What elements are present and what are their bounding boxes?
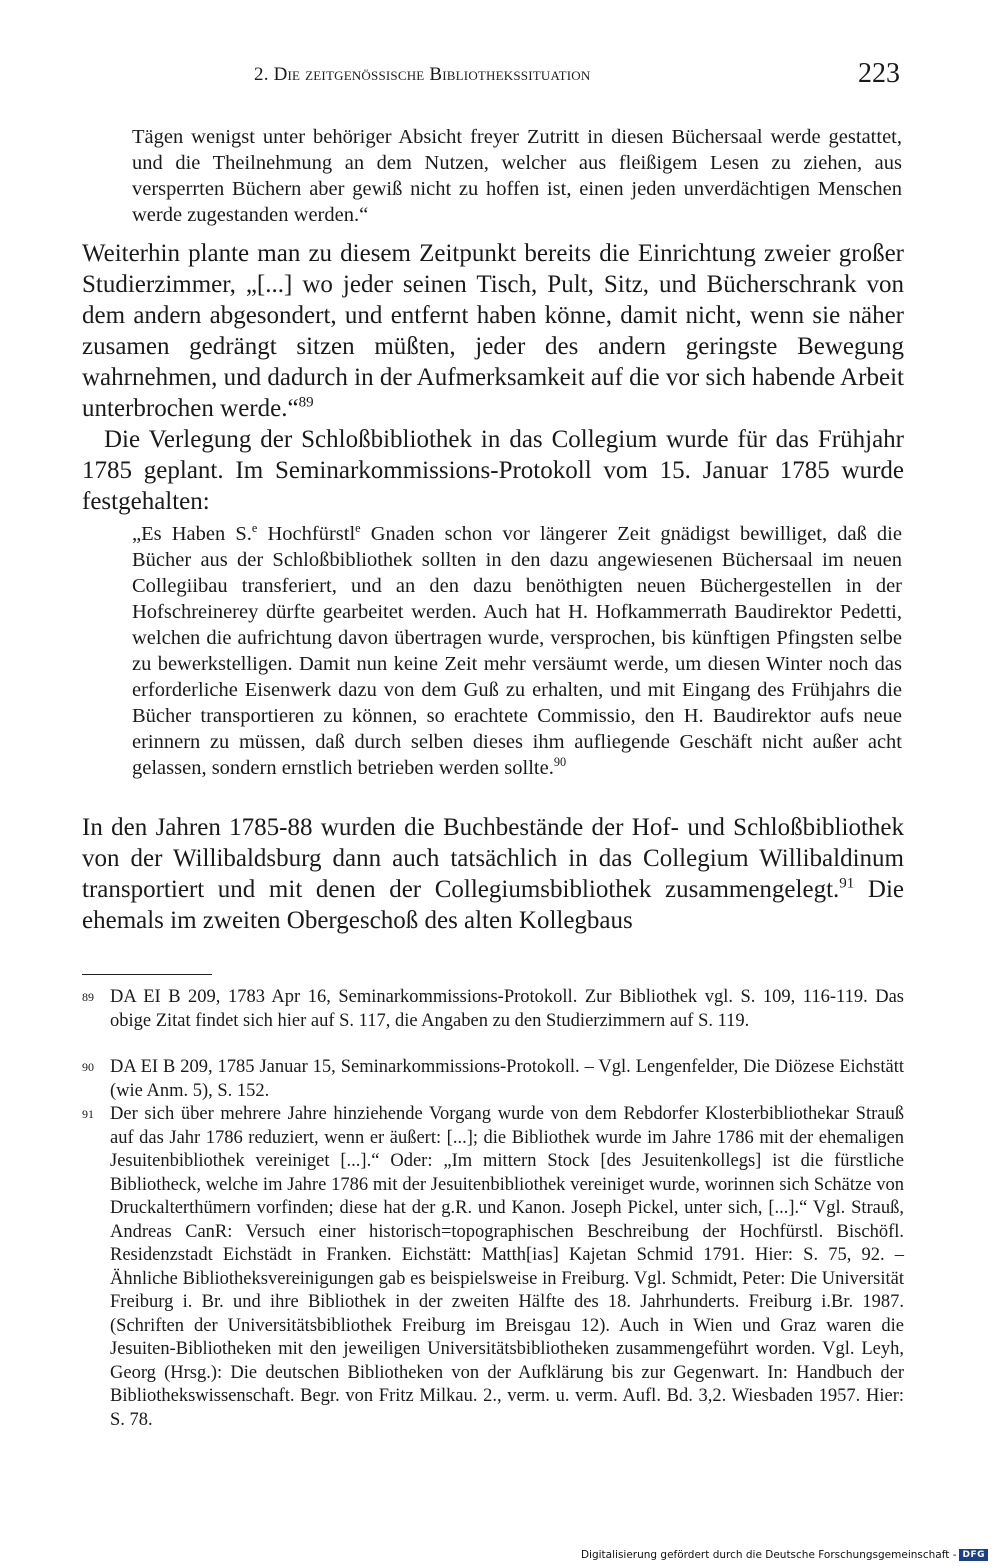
footnote-number: 90: [82, 1060, 94, 1074]
running-header: [82, 56, 904, 96]
dfg-logo: DFG: [959, 1549, 988, 1561]
paragraph-3-text: In den Jahren 1785-88 wurden die Buchbestände der Hof- und Schloßbibliothek von der Willibaldsburg dann auch tatsächlich in das Collegium Willibaldinum transportiert und mit denen der Collegiumsbibliothek zusammengelegt.: [82, 814, 904, 903]
block-quote-1: Tägen wenigst unter behöriger Absicht freyer Zutritt in diesen Büchersaal werde gestattet, und die Theilnehmung an dem Nutzen, welcher aus fleißigem Lesen zu ziehen, aus versperrten Büchern aber gewiß nicht zu hoffen ist, einen jeden unverdächtigen Menschen werde zugestanden werden.“: [132, 126, 902, 226]
paragraph-3-tail: Die ehemals im zweiten Obergeschoß des alten Kollegbaus: [82, 876, 904, 934]
page-number: 223: [858, 58, 900, 89]
chapter-title: Die zeitgenössische Bibliothekssituation: [273, 64, 591, 85]
quote-2-text-c: Gnaden schon vor längerer Zeit gnädigst bewilliget, daß die Bücher aus der Schloßbibliothek sollten in den dazu angewiesenen Büchersaal im neuen Collegiibau transferiert, und an den dazu benöthigten neuen Büchergestellen in der Hofschreinerey dürfte gearbeitet werden. Auch hat H. Hofkammerrath Baudirektor Pedetti, welchen die aufrichtung davon übertragen wurde, versprochen, bis künftigen Pfingsten selbe zu bewerkstelligen. Damit nun keine Zeit mehr versäumt werde, um diesen Winter noch das erforderliche Eisenwerk dazu von dem Guß zu erhalten, und mit Eingang des Frühjahrs die Bücher transportieren zu können, so erachtete Commissio, den H. Baudirektor aufs neue erinnern zu müssen, daß durch selben dieses ihm aufliegende Geschäft nicht außer acht gelassen, sondern ernstlich betrieben werden sollte.: [132, 523, 902, 779]
footer-text: Digitalisierung gefördert durch die Deutsche Forschungsgemeinschaft -: [580, 1549, 957, 1561]
quote-2-text-a: „Es Haben S.: [132, 523, 252, 545]
running-title: [254, 64, 590, 86]
footnote-ref-90[interactable]: 90: [553, 755, 567, 770]
block-quote-2: [132, 521, 902, 781]
paragraph-3: [82, 812, 904, 936]
footnote-text: DA EI B 209, 1783 Apr 16, Seminarkommissions-Protokoll. Zur Bibliothek vgl. S. 109, 116-119. Das obige Zitat findet sich hier auf S. 117, die Angaben zu den Studierzimmern auf S. 119.: [110, 987, 904, 1031]
superscript-e: e: [355, 521, 361, 536]
footnote-number: 91: [82, 1107, 94, 1121]
digitization-footer: [581, 1549, 988, 1561]
footnote-text: Der sich über mehrere Jahre hinziehende Vorgang wurde von dem Rebdorfer Klosterbibliothekar Strauß auf das Jahr 1786 reduziert, wenn er äußert: [...]; die Bibliothek wurde im Jahre 1786 mit der ehemaligen Jesuitenbibliothek vereiniget [...].“ Oder: „Im mittern Stock [des Jesuitenkollegs] ist die fürstliche Bibliotheck, welche im Jahre 1786 mit der Jesuitenbibliothek vereiniget wurde, worinnen sich Schätze von Druckalterthümern vorfinden; diese hat der g.R. und Kanon. Joseph Pickel, unter sich, [...].“ Vgl. Strauß, Andreas CanR: Versuch einer historisch=topographischen Beschreibung der Hochfürstl. Bischöfl. Residenzstadt Eichstädt in Franken. Eichstätt: Matth[ias] Kajetan Schmid 1791. Hier: S. 75, 92. – Ähnliche Bibliotheksvereinigungen gab es beispielsweise in Freiburg. Vgl. Schmidt, Peter: Die Universität Freiburg i. Br. und ihre Bibliothek in der zweiten Hälfte des 18. Jahrhunderts. Freiburg i.Br. 1987. (Schriften der Universitätsbibliothek Freiburg im Breisgau 12). Auch in Wien und Graz waren die Jesuiten-Bibliotheken mit den jeweiligen Universitätsbibliotheken zusammengeführt worden. Vgl. Leyh, Georg (Hrsg.): Die deutschen Bibliotheken von der Aufklärung bis zur Gegenwart. In: Handbuch der Bibliothekswissenschaft. Begr. von Fritz Milkau. 2., verm. u. verm. Aufl. Bd. 3,2. Wiesbaden 1957. Hier: S. 78.: [110, 1104, 904, 1430]
quote-2-text-b: Hochfürstl: [257, 523, 356, 545]
superscript-e: e: [251, 521, 258, 536]
paragraph-2: Die Verlegung der Schloßbibliothek in das Collegium wurde für das Frühjahr 1785 geplant. Im Seminarkommissions-Protokoll vom 15. Januar 1785 wurde festgehalten:: [82, 426, 904, 515]
paragraph-1-text: Weiterhin plante man zu diesem Zeitpunkt bereits die Einrichtung zweier großer Studierzimmer, „[...] wo jeder seinen Tisch, Pult, Sitz, und Bücherschrank von dem andern abgesondert, und entfernt haben könne, damit nicht, wenn sie näher zusamen gedrängt sitzen müßten, jeder des andern geringste Bewegung wahrnehmen, und dadurch in der Aufmerksamkeit auf die vor sich habende Arbeit unterbrochen werde.“: [82, 240, 904, 422]
chapter-number: 2.: [254, 64, 274, 85]
footnote-ref-91[interactable]: 91: [839, 875, 855, 892]
footnote-90: [82, 1056, 904, 1103]
footnote-89: [82, 986, 904, 1033]
footnote-text: DA EI B 209, 1785 Januar 15, Seminarkommissions-Protokoll. – Vgl. Lengenfelder, Die Diözese Eichstätt (wie Anm. 5), S. 152.: [110, 1057, 904, 1101]
footnote-separator: [82, 974, 212, 975]
footnote-ref-89[interactable]: 89: [298, 394, 314, 411]
footnote-91: [82, 1103, 904, 1432]
footnote-number: 89: [82, 990, 94, 1004]
paragraph-1: [82, 238, 904, 424]
